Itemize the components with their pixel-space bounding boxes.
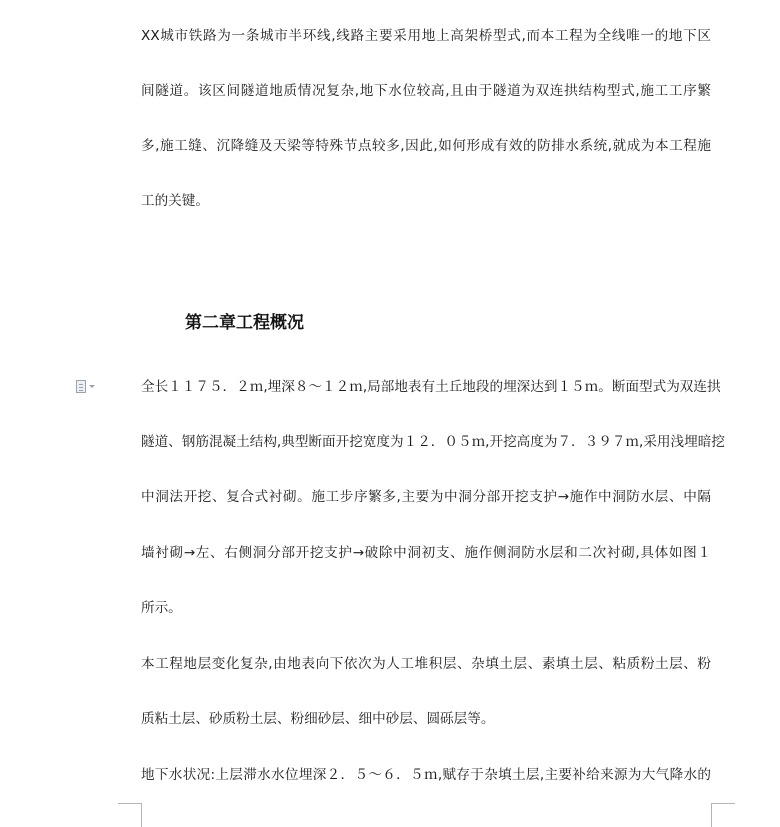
paragraph-1-line-1: XX城市铁路为一条城市半环线,线路主要采用地上高架桥型式,而本工程为全线唯一的地下区 (141, 28, 711, 44)
chapter-heading: 第二章工程概况 (185, 313, 304, 333)
page-margin-corner-left (118, 803, 142, 827)
document-icon (76, 380, 86, 393)
paragraph-layout-icon[interactable] (76, 378, 104, 394)
caret-down-icon (89, 385, 95, 388)
paragraph-1-line-3: 多,施工缝、沉降缝及天梁等特殊节点较多,因此,如何形成有效的防排水系统,就成为本工程施 (141, 138, 711, 154)
paragraph-1-line-4: 工的关键。 (141, 193, 209, 209)
paragraph-2-line-2: 隧道、钢筋混凝土结构,典型断面开挖宽度为１２．０５ｍ,开挖高度为７．３９７ｍ,采用浅埋暗挖 (141, 434, 725, 450)
paragraph-2-line-4: 墙衬砌→左、右侧洞分部开挖支护→破除中洞初支、施作侧洞防水层和二次衬砌,具体如图１ (141, 545, 711, 561)
paragraph-4-line-1: 地下水状况:上层滞水水位埋深２．５～６．５ｍ,赋存于杂填土层,主要补给来源为大气降水的 (141, 767, 711, 783)
page-margin-corner-right (711, 803, 735, 827)
paragraph-3-line-1: 本工程地层变化复杂,由地表向下依次为人工堆积层、杂填土层、素填土层、粘质粉土层、粉 (141, 656, 711, 672)
paragraph-1-line-2: 间隧道。该区间隧道地质情况复杂,地下水位较高,且由于隧道为双连拱结构型式,施工工序繁 (141, 83, 711, 99)
paragraph-3-line-2: 质粘土层、砂质粉土层、粉细砂层、细中砂层、圆砾层等。 (141, 711, 495, 727)
paragraph-2-line-1: 全长１１７５．２ｍ,埋深８～１２ｍ,局部地表有土丘地段的埋深达到１５ｍ。断面型式为双连拱 (141, 379, 721, 395)
paragraph-2-line-3: 中洞法开挖、复合式衬砌。施工步序繁多,主要为中洞分部开挖支护→施作中洞防水层、中隔 (141, 489, 711, 505)
paragraph-2-line-5: 所示。 (141, 600, 182, 616)
